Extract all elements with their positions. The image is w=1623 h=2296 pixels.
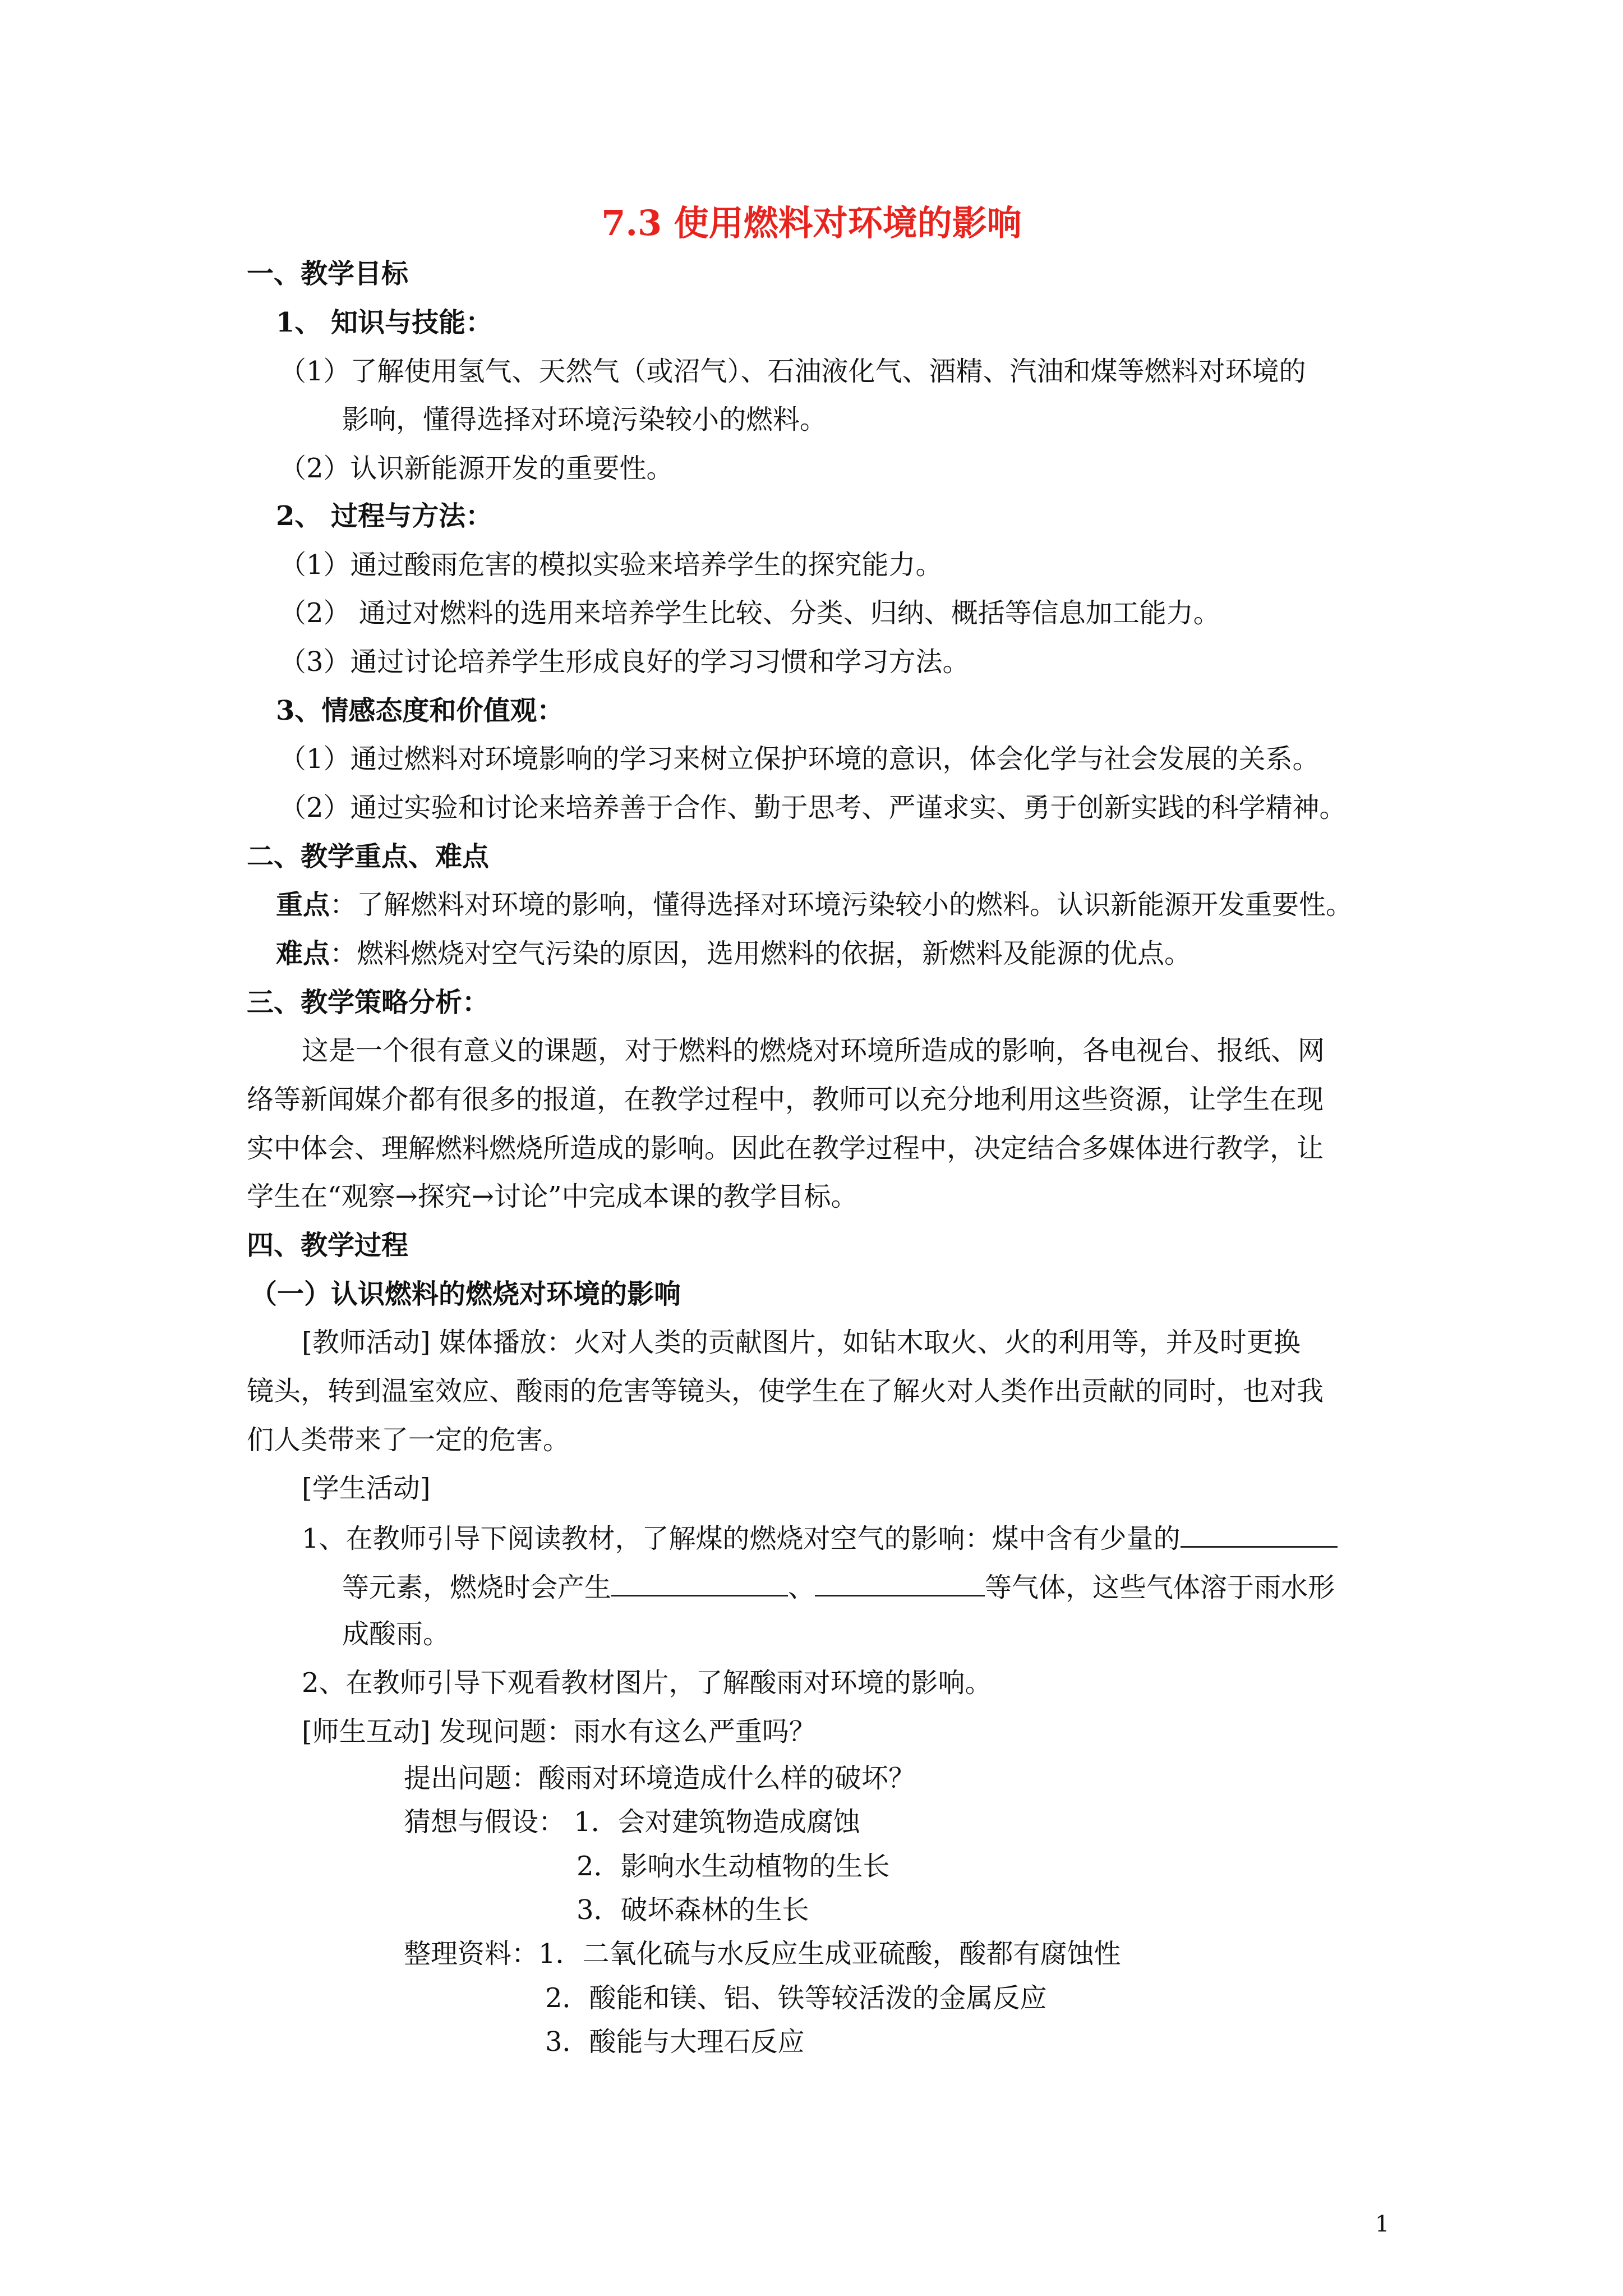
document-title: 7.3 使用燃料对环境的影响 bbox=[601, 203, 1022, 243]
subsection-heading: （一）认识燃料的燃烧对环境的影响 bbox=[250, 1278, 681, 1310]
page-number: 1 bbox=[1375, 2211, 1390, 2237]
difficulty-text: ：燃料燃烧对空气污染的原因，选用燃料的依据，新燃料及能源的优点。 bbox=[330, 938, 1192, 969]
teacher-activity-line: [教师活动] 媒体播放：火对人类的贡献图片，如钻木取火、火的利用等，并及时更换 bbox=[302, 1327, 1301, 1358]
interaction-line: 3．破坏森林的生长 bbox=[577, 1894, 809, 1926]
section-3-heading: 三、教学策略分析： bbox=[247, 987, 490, 1018]
interaction-line: 2．酸能和镁、铝、铁等较活泼的金属反应 bbox=[545, 1982, 1047, 2014]
text-line: （1）通过燃料对环境影响的学习来树立保护环境的意识，体会化学与社会发展的关系。 bbox=[279, 743, 1320, 775]
section-4-heading: 四、教学过程 bbox=[247, 1230, 409, 1261]
text-line: （1）通过酸雨危害的模拟实验来培养学生的探究能力。 bbox=[279, 549, 943, 581]
paragraph-line: 这是一个很有意义的课题，对于燃料的燃烧对环境所造成的影响，各电视台、报纸、网 bbox=[302, 1035, 1325, 1066]
key-point-label: 重点 bbox=[276, 889, 330, 921]
student-activity-line bbox=[302, 1520, 1338, 1556]
subheading-knowledge-skills: 1、 知识与技能： bbox=[276, 307, 493, 338]
interaction-line: 提出问题：酸雨对环境造成什么样的破坏？ bbox=[404, 1763, 916, 1794]
activity-text: 、 bbox=[788, 1572, 815, 1603]
section-2-heading: 二、教学重点、难点 bbox=[247, 841, 490, 872]
difficulty-label: 难点 bbox=[276, 938, 330, 969]
text-line: （2）认识新能源开发的重要性。 bbox=[279, 453, 674, 484]
paragraph-line: 络等新闻媒介都有很多的报道，在教学过程中，教师可以充分地利用这些资源，让学生在现 bbox=[247, 1084, 1324, 1115]
teacher-activity-line: 镜头，转到温室效应、酸雨的危害等镜头，使学生在了解火对人类作出贡献的同时，也对我 bbox=[247, 1375, 1324, 1407]
student-activity-line bbox=[342, 1569, 1335, 1604]
key-point-line bbox=[276, 888, 1353, 922]
paragraph-line: 学生在“观察→探究→讨论”中完成本课的教学目标。 bbox=[247, 1181, 858, 1212]
fill-in-blank bbox=[611, 1569, 788, 1596]
difficulty-line bbox=[276, 937, 1191, 970]
student-activity-label: [学生活动] bbox=[302, 1473, 431, 1504]
paragraph-line: 实中体会、理解燃料燃烧所造成的影响。因此在教学过程中，决定结合多媒体进行教学，让 bbox=[247, 1133, 1324, 1164]
interaction-line: 2．影响水生动植物的生长 bbox=[577, 1851, 890, 1882]
student-activity-line: 2、在教师引导下观看教材图片，了解酸雨对环境的影响。 bbox=[302, 1667, 992, 1699]
section-1-heading: 一、教学目标 bbox=[247, 258, 409, 289]
fill-in-blank bbox=[815, 1569, 985, 1596]
activity-text: 1、在教师引导下阅读教材，了解煤的燃烧对空气的影响：煤中含有少量的 bbox=[302, 1523, 1181, 1554]
interaction-line: 整理资料：1．二氧化硫与水反应生成亚硫酸，酸都有腐蚀性 bbox=[404, 1938, 1121, 1970]
student-activity-line: 成酸雨。 bbox=[342, 1618, 450, 1650]
fill-in-blank bbox=[1181, 1520, 1338, 1548]
subheading-process-methods: 2、 过程与方法： bbox=[276, 500, 493, 532]
teacher-activity-line: 们人类带来了一定的危害。 bbox=[247, 1424, 570, 1456]
text-line: （3）通过讨论培养学生形成良好的学习习惯和学习方法。 bbox=[279, 646, 970, 678]
activity-text: 等气体，这些气体溶于雨水形 bbox=[985, 1572, 1335, 1603]
interaction-line: 猜想与假设： 1．会对建筑物造成腐蚀 bbox=[404, 1806, 860, 1838]
subheading-attitudes-values: 3、情感态度和价值观： bbox=[276, 695, 564, 726]
activity-text: 等元素，燃烧时会产生 bbox=[342, 1572, 612, 1603]
text-line: （1）了解使用氢气、天然气（或沼气）、石油液化气、酒精、汽油和煤等燃料对环境的 bbox=[279, 356, 1306, 387]
interaction-line: 3．酸能与大理石反应 bbox=[545, 2026, 805, 2058]
text-line: （2） 通过对燃料的选用来培养学生比较、分类、归纳、概括等信息加工能力。 bbox=[279, 597, 1220, 629]
text-line: （2）通过实验和讨论来培养善于合作、勤于思考、严谨求实、勇于创新实践的科学精神。 bbox=[279, 792, 1347, 823]
key-point-text: ：了解燃料对环境的影响，懂得选择对环境污染较小的燃料。认识新能源开发重要性。 bbox=[330, 889, 1353, 921]
text-line: 影响，懂得选择对环境污染较小的燃料。 bbox=[342, 404, 827, 435]
interaction-line: [师生互动] 发现问题：雨水有这么严重吗？ bbox=[302, 1716, 816, 1747]
